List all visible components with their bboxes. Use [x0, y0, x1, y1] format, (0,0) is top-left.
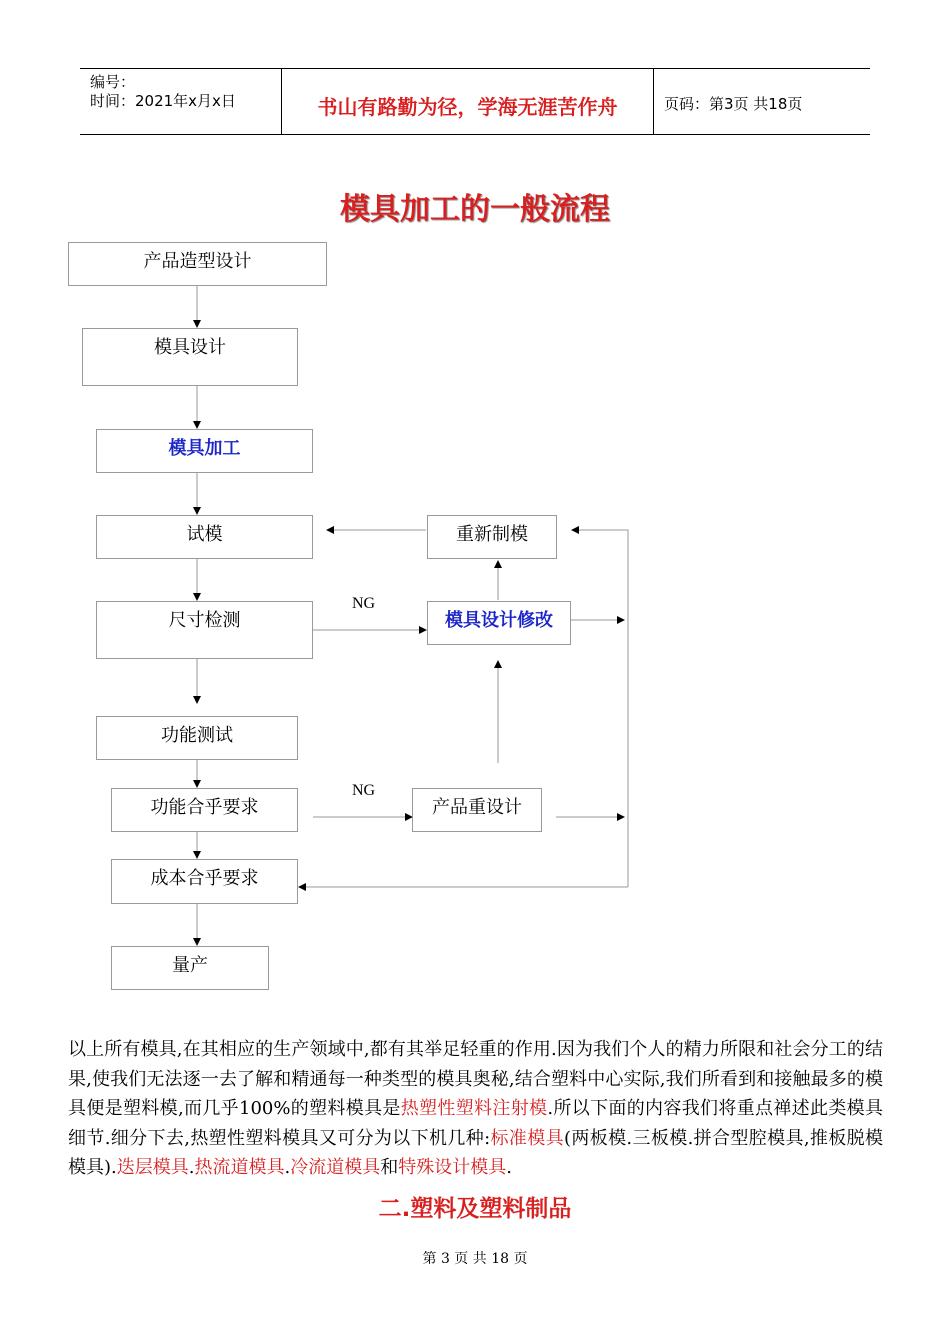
- highlight-standard-mold: 标准模具: [490, 1127, 564, 1149]
- paragraph-text-1: 以上所有模具,在其相应的生产领域中,都有其举足轻重的作用.因为我们个人的精力所限和社会分工的结果,使我们无法逐一去了解和精通每一种类型的模具奥秘,结合塑料中心实际,我们所看到和接触最多的模具便是塑料模,而几乎100%的塑料模具是: [68, 1039, 883, 1119]
- header-number-label: 编号：: [90, 73, 136, 91]
- highlight-stack-mold: 迭层模具: [116, 1157, 189, 1178]
- flow-box-product-redesign: 产品重设计: [412, 788, 542, 832]
- flow-box-cost-ok: 成本合乎要求: [111, 859, 298, 904]
- flow-box-dimension-check: 尺寸检测: [96, 601, 313, 659]
- page-title: 模具加工的一般流程: [340, 192, 610, 227]
- page-footer: 第 3 页 共 18 页: [422, 1251, 528, 1267]
- flow-box-mold-processing: 模具加工: [96, 429, 313, 473]
- flow-box-function-test: 功能测试: [96, 716, 298, 760]
- flow-box-mold-design-revision: 模具设计修改: [427, 601, 571, 645]
- flow-box-mold-design: 模具设计: [82, 328, 298, 386]
- highlight-cold-runner-mold: 冷流道模具: [290, 1157, 381, 1178]
- highlight-hot-runner-mold: 热流道模具: [194, 1157, 285, 1178]
- paragraph-text-5: .: [506, 1157, 512, 1178]
- flow-box-mass-production: 量产: [111, 946, 269, 990]
- header-page-info: 页码：第3页 共18页: [664, 95, 803, 113]
- section-title: 二.塑料及塑料制品: [378, 1196, 572, 1222]
- paragraph-text-3: (两板模.三板模.拼合型腔模具,推板脱模模具).: [68, 1127, 884, 1178]
- ng-label-dimension: NG: [352, 595, 376, 612]
- body-paragraph: [68, 1035, 883, 1183]
- flow-box-trial-mold: 试模: [96, 515, 313, 559]
- flow-box-product-design: 产品造型设计: [68, 242, 327, 286]
- loop-line-to-remake: [572, 530, 628, 887]
- ng-label-function: NG: [352, 782, 376, 799]
- paragraph-text-2: .所以下面的内容我们将重点禅述此类模具细节.细分下去,热塑性塑料模具又可分为以下机几种:: [68, 1098, 883, 1149]
- highlight-special-design-mold: 特殊设计模具: [398, 1157, 507, 1178]
- paragraph-sep-1: .: [188, 1157, 195, 1178]
- paragraph-sep-2: .: [284, 1157, 291, 1178]
- flow-box-remake-mold: 重新制模: [427, 515, 557, 559]
- highlight-thermoplastic-injection-mold: 热塑性塑料注射模: [400, 1098, 548, 1119]
- paragraph-text-4: 和: [380, 1157, 399, 1178]
- header-motto: 书山有路勤为径，学海无涯苦作舟: [317, 95, 618, 119]
- header-time-label: 时间：2021年x月x日: [90, 92, 236, 110]
- flow-box-function-ok: 功能合乎要求: [111, 788, 298, 832]
